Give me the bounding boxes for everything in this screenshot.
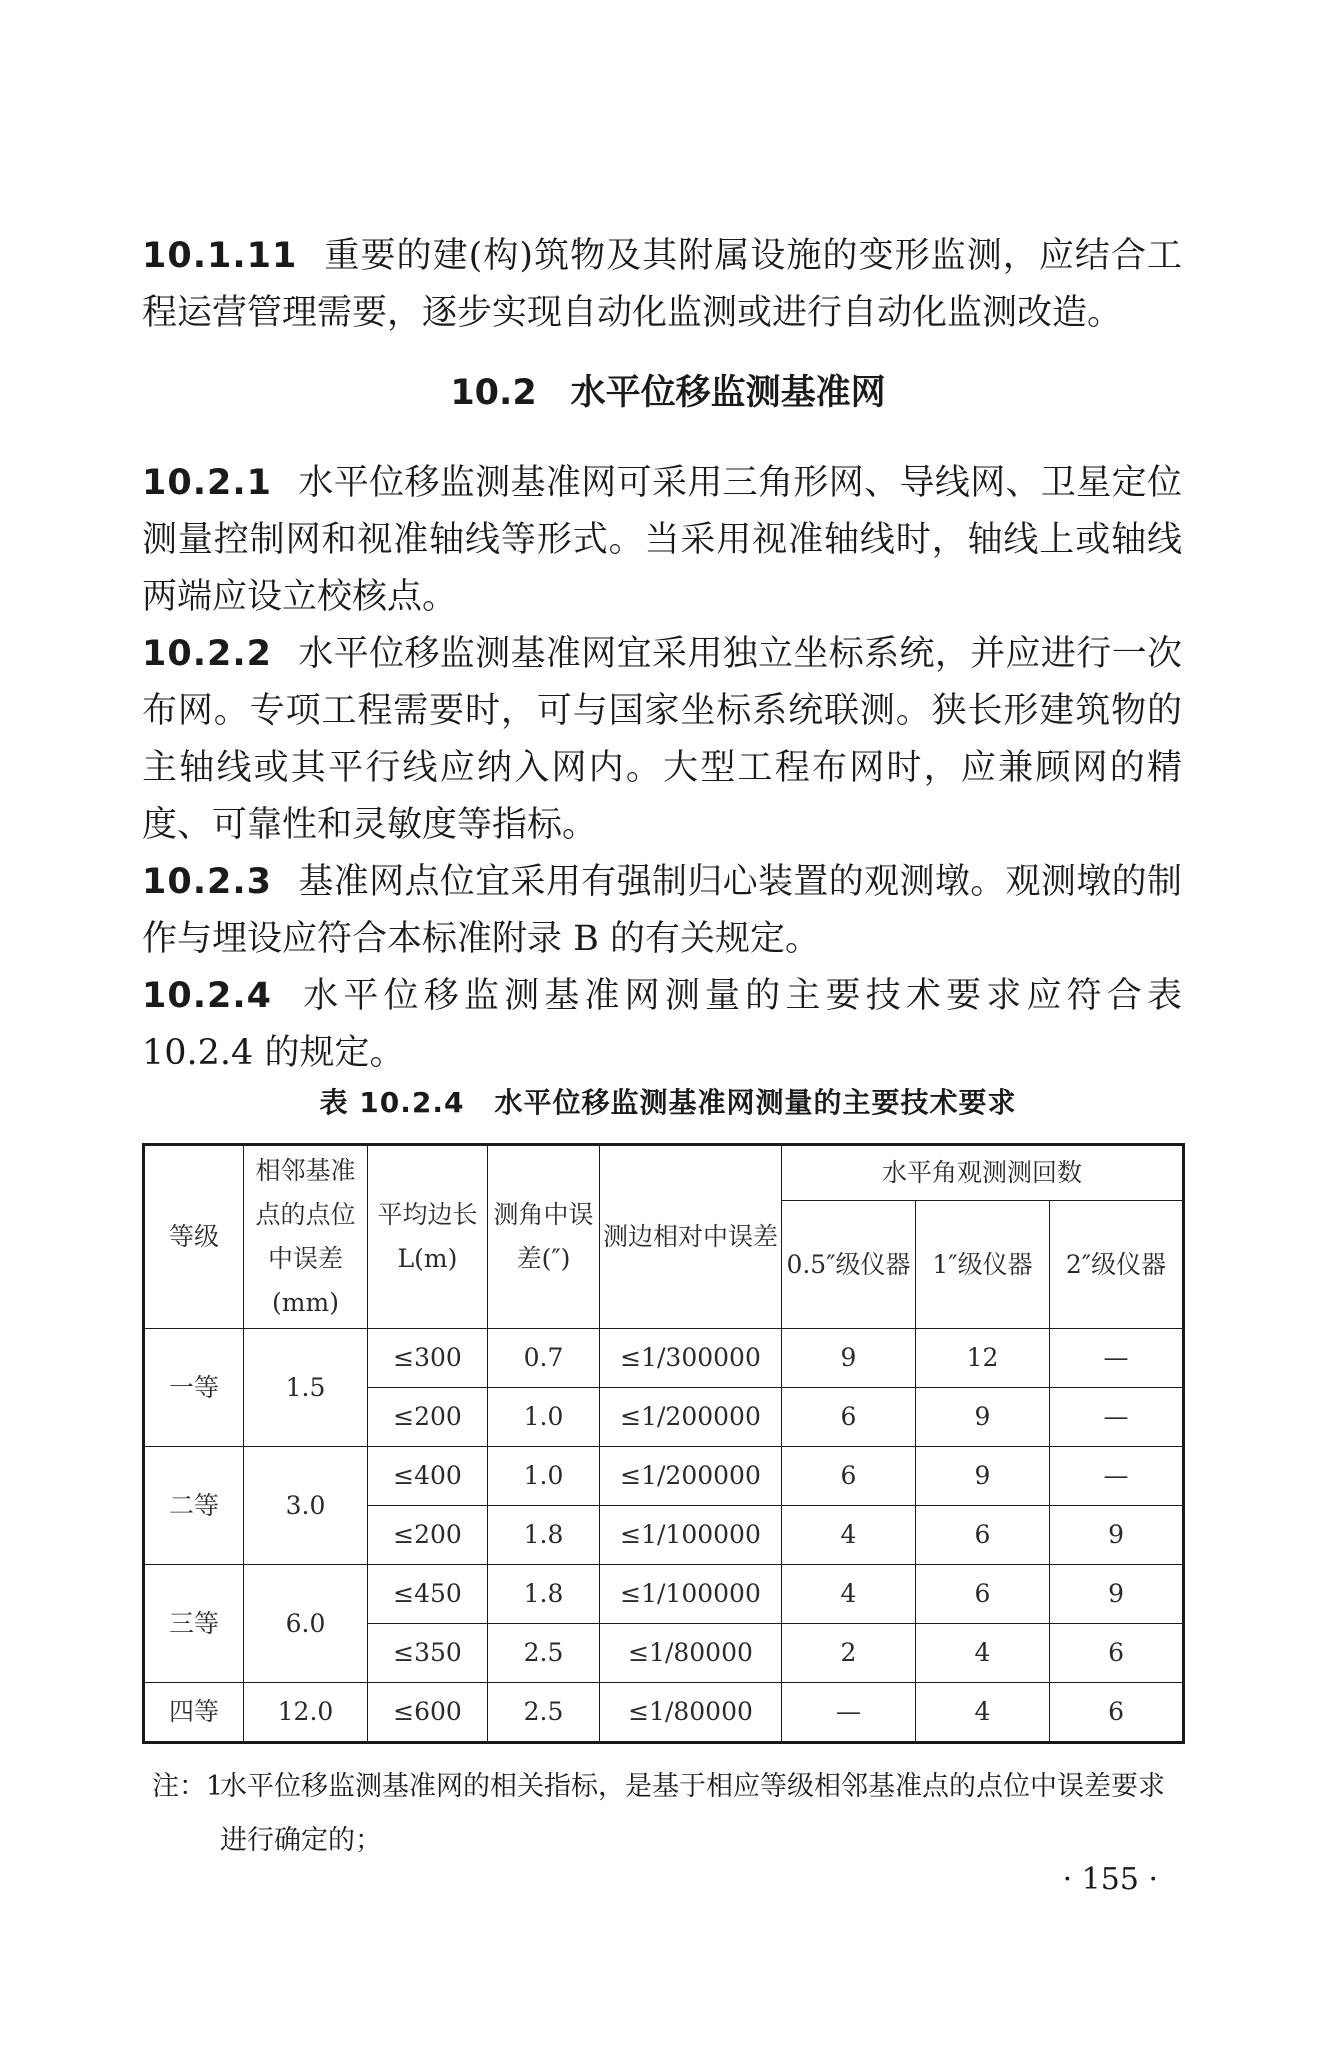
cell-r2: — <box>1050 1447 1184 1506</box>
cell-grade: 四等 <box>144 1683 244 1743</box>
cell-r05: 6 <box>782 1447 916 1506</box>
clause-text: 水平位移监测基准网可采用三角形网、导线网、卫星定位测量控制网和视准轴线等形式。当采用视准轴线时，轴线上或轴线两端应设立校核点。 <box>142 463 1182 617</box>
header-side-length: 平均边长L(m) <box>368 1145 488 1329</box>
cell-r1: 9 <box>916 1447 1050 1506</box>
cell-grade: 三等 <box>144 1565 244 1683</box>
cell-angle: 1.8 <box>488 1565 600 1624</box>
cell-r05: 4 <box>782 1565 916 1624</box>
cell-r2: 6 <box>1050 1624 1184 1683</box>
header-instrument-05: 0.5″级仪器 <box>782 1201 916 1329</box>
cell-r1: 12 <box>916 1329 1050 1388</box>
table-row <box>144 1329 1184 1388</box>
table-caption-number: 表 10.2.4 <box>319 1086 465 1119</box>
clause-number: 10.2.1 <box>142 463 273 503</box>
cell-grade: 一等 <box>144 1329 244 1447</box>
clause-text: 基准网点位宜采用有强制归心装置的观测墩。观测墩的制作与埋设应符合本标准附录 B 的有关规定。 <box>142 862 1182 959</box>
cell-rel: ≤1/100000 <box>600 1565 782 1624</box>
clause-text: 水平位移监测基准网测量的主要技术要求应符合表 10.2.4 的规定。 <box>142 976 1182 1073</box>
cell-angle: 1.8 <box>488 1506 600 1565</box>
cell-r1: 4 <box>916 1683 1050 1743</box>
section-number: 10.2 <box>450 373 537 413</box>
cell-r1: 6 <box>916 1565 1050 1624</box>
clause-number: 10.2.3 <box>142 862 273 902</box>
clause-10-2-2 <box>142 626 1182 854</box>
note-text: 水平位移监测基准网的相关指标，是基于相应等级相邻基准点的点位中误差要求进行确定的； <box>220 1771 1165 1856</box>
header-point-error: 相邻基准点的点位中误差(mm) <box>244 1145 368 1329</box>
header-rounds: 水平角观测测回数 <box>782 1145 1184 1201</box>
clause-text: 重要的建(构)筑物及其附属设施的变形监测，应结合工程运营管理需要，逐步实现自动化监测或进行自动化监测改造。 <box>142 236 1182 333</box>
cell-angle: 2.5 <box>488 1624 600 1683</box>
cell-side: ≤200 <box>368 1506 488 1565</box>
table-row <box>144 1565 1184 1624</box>
header-instrument-1: 1″级仪器 <box>916 1201 1050 1329</box>
cell-r2: 9 <box>1050 1565 1184 1624</box>
cell-rel: ≤1/100000 <box>600 1506 782 1565</box>
page-number: · 155 · <box>1062 1862 1158 1897</box>
header-angle-error: 测角中误差(″) <box>488 1145 600 1329</box>
cell-angle: 1.0 <box>488 1447 600 1506</box>
note-label: 注：1 <box>152 1771 224 1802</box>
cell-rel: ≤1/200000 <box>600 1447 782 1506</box>
cell-angle: 2.5 <box>488 1683 600 1743</box>
cell-angle: 0.7 <box>488 1329 600 1388</box>
clause-text: 水平位移监测基准网宜采用独立坐标系统，并应进行一次布网。专项工程需要时，可与国家坐标系统联测。狭长形建筑物的主轴线或其平行线应纳入网内。大型工程布网时，应兼顾网的精度、可靠性和灵敏度等指标。 <box>142 634 1182 845</box>
cell-point-error: 6.0 <box>244 1565 368 1683</box>
cell-point-error: 1.5 <box>244 1329 368 1447</box>
cell-point-error: 3.0 <box>244 1447 368 1565</box>
cell-r2: — <box>1050 1388 1184 1447</box>
cell-grade: 二等 <box>144 1447 244 1565</box>
section-heading <box>0 368 1336 418</box>
table-caption-text: 水平位移监测基准网测量的主要技术要求 <box>494 1086 1017 1119</box>
cell-rel: ≤1/300000 <box>600 1329 782 1388</box>
cell-side: ≤450 <box>368 1565 488 1624</box>
cell-r05: 2 <box>782 1624 916 1683</box>
clause-10-2-1 <box>142 455 1182 626</box>
cell-angle: 1.0 <box>488 1388 600 1447</box>
cell-r2: — <box>1050 1329 1184 1388</box>
cell-side: ≤200 <box>368 1388 488 1447</box>
cell-r2: 6 <box>1050 1683 1184 1743</box>
cell-side: ≤350 <box>368 1624 488 1683</box>
clause-10-2-3 <box>142 854 1182 968</box>
clause-number: 10.2.4 <box>142 976 273 1016</box>
cell-side: ≤300 <box>368 1329 488 1388</box>
cell-rel: ≤1/80000 <box>600 1624 782 1683</box>
clause-number: 10.1.11 <box>142 236 298 276</box>
cell-r05: 4 <box>782 1506 916 1565</box>
header-instrument-2: 2″级仪器 <box>1050 1201 1184 1329</box>
cell-side: ≤400 <box>368 1447 488 1506</box>
table-note <box>152 1760 1190 1868</box>
cell-r05: — <box>782 1683 916 1743</box>
table-caption <box>0 1083 1336 1123</box>
cell-r1: 4 <box>916 1624 1050 1683</box>
section-title: 水平位移监测基准网 <box>570 373 886 413</box>
cell-r2: 9 <box>1050 1506 1184 1565</box>
header-grade: 等级 <box>144 1145 244 1329</box>
table-row <box>144 1447 1184 1506</box>
cell-rel: ≤1/200000 <box>600 1388 782 1447</box>
table-row <box>144 1683 1184 1743</box>
cell-side: ≤600 <box>368 1683 488 1743</box>
cell-r1: 9 <box>916 1388 1050 1447</box>
cell-point-error: 12.0 <box>244 1683 368 1743</box>
clause-10-2-4 <box>142 968 1182 1082</box>
clause-number: 10.2.2 <box>142 634 273 674</box>
clause-10-1-11 <box>142 228 1182 342</box>
cell-r1: 6 <box>916 1506 1050 1565</box>
cell-r05: 9 <box>782 1329 916 1388</box>
technical-requirements-table <box>142 1143 1185 1744</box>
header-side-rel-error: 测边相对中误差 <box>600 1145 782 1329</box>
cell-rel: ≤1/80000 <box>600 1683 782 1743</box>
cell-r05: 6 <box>782 1388 916 1447</box>
